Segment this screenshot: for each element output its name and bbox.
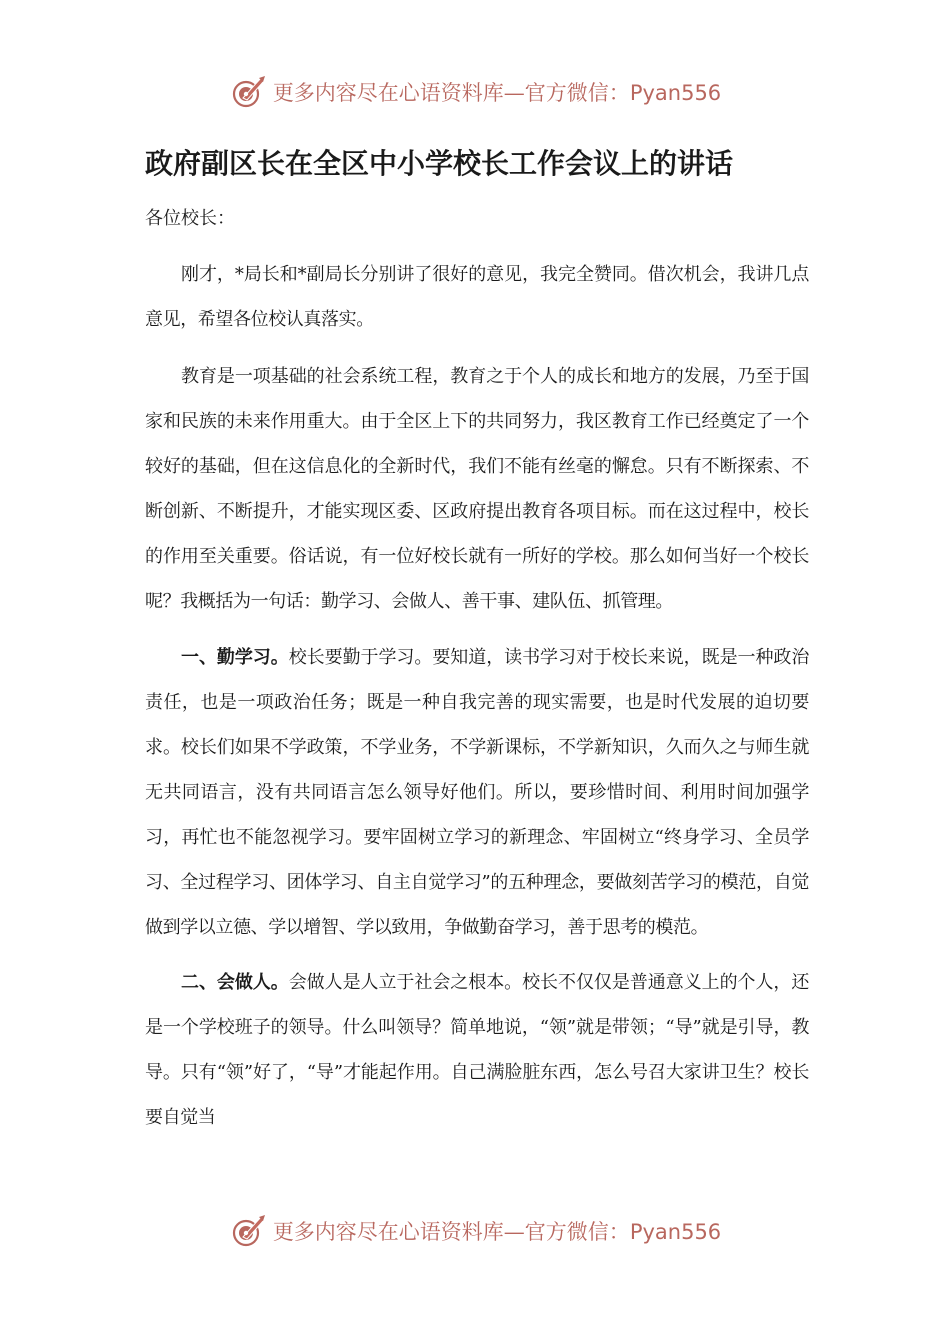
paragraph-text: 刚才，*局长和*副局长分别讲了很好的意见，我完全赞同。借次机会，我讲几点意见，希望各位校认真落实。	[145, 264, 809, 330]
document-title: 政府副区长在全区中小学校长工作会议上的讲话	[145, 147, 734, 180]
paragraph-education	[145, 354, 809, 624]
section-heading-study: 一、勤学习。	[181, 647, 289, 668]
paragraph-study	[145, 635, 809, 950]
section-heading-conduct: 二、会做人。	[181, 972, 289, 993]
paragraph-conduct	[145, 960, 809, 1140]
paragraph-text: 校长要勤于学习。要知道，读书学习对于校长来说，既是一种政治责任，也是一项政治任务；既是一种自我完善的现实需要，也是时代发展的迫切要求。校长们如果不学政策，不学业务，不学新课标，不学新知识，久而久之与师生就无共同语言，没有共同语言怎么领导好他们。所以，要珍惜时间、利用时间加强学习，再忙也不能忽视学习。要牢固树立学习的新理念、牢固树立“终身学习、全员学习、全过程学习、团体学习、自主自觉学习”的五种理念，要做刻苦学习的模范，自觉做到学以立德、学以增智、学以致用，争做勤奋学习，善于思考的模范。	[145, 647, 809, 938]
footer-banner	[0, 1207, 950, 1255]
salutation: 各位校长：	[145, 208, 235, 229]
banner-text	[273, 77, 721, 107]
paragraph-intro	[145, 252, 809, 342]
banner-text	[273, 1216, 721, 1246]
banner-slogan: 更多内容尽在心语资料库—官方微信：	[272, 81, 630, 105]
quill-pen-logo-icon	[229, 72, 269, 112]
banner-slogan: 更多内容尽在心语资料库—官方微信：	[272, 1220, 630, 1244]
banner-wechat-handle: Pyan556	[629, 1220, 722, 1244]
banner-wechat-handle: Pyan556	[629, 81, 722, 105]
quill-pen-logo-icon	[229, 1211, 269, 1251]
header-banner	[0, 68, 950, 116]
paragraph-text: 会做人是人立于社会之根本。校长不仅仅是普通意义上的个人，还是一个学校班子的领导。什么叫领导？简单地说，“领”就是带领；“导”就是引导，教导。只有“领”好了，“导”才能起作用。自己满脸脏东西，怎么号召大家讲卫生？校长要自觉当	[145, 972, 809, 1128]
paragraph-text: 教育是一项基础的社会系统工程，教育之于个人的成长和地方的发展，乃至于国家和民族的未来作用重大。由于全区上下的共同努力，我区教育工作已经奠定了一个较好的基础，但在这信息化的全新时代，我们不能有丝毫的懈怠。只有不断探索、不断创新、不断提升，才能实现区委、区政府提出教育各项目标。而在这过程中，校长的作用至关重要。俗话说，有一位好校长就有一所好的学校。那么如何当好一个校长呢？我概括为一句话：勤学习、会做人、善干事、建队伍、抓管理。	[145, 366, 809, 612]
